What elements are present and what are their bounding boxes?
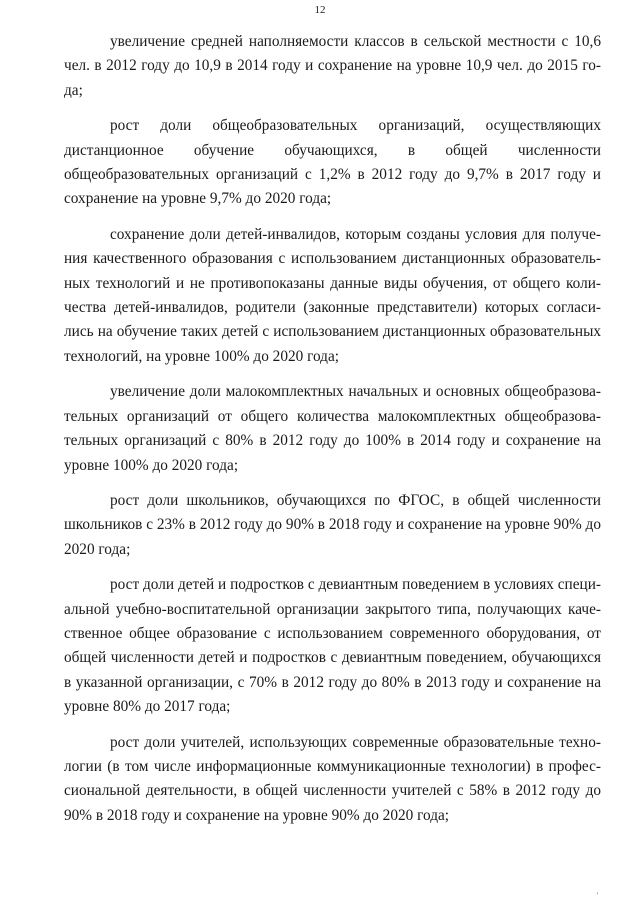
paragraph-class-occupancy: увеличение средней наполняемости классов в сельской местности с 10,6 чел. в 2012 году до 10,9 в 2014 году и сохранение на уровне 10,9 чел. до 2015 года;	[64, 33, 601, 99]
document-body	[64, 30, 601, 828]
paragraph-distance-learning-organizations: рост доли общеобразовательных организаций, осуществляющих дистанционное обучение обучающихся, в общей численности общеобразовательных организаций с 1,2% в 2012 году до 9,7% в 2017 году и сохранение на уровне 9,7% до 2020 года;	[64, 117, 601, 208]
scan-artifact-mark: '	[596, 891, 598, 900]
paragraph-disabled-children: сохранение доли детей-инвалидов, которым созданы условия для получения качественного образования с использованием дистанционных образовательных технологий и не противопоказаны данные виды обучения, от общего количества детей-инвалидов, родители (законные представители) которых согласились на обучение таких детей с использованием дистанционных образовательных технологий, на уровне 100% до 2020 года;	[64, 225, 601, 365]
paragraph-deviant-behavior: рост доли детей и подростков с девиантным поведением в условиях специальной учебно-воспитательной организации закрытого типа, получающих качественное общее образование с использованием современного оборудования, от общей численности детей и подростков с девиантным поведением, обучающихся в указанной организации, с 70% в 2012 году до 80% в 2013 году и сохранение на уровне 80% до 2017 года;	[64, 576, 601, 716]
paragraph-small-schools: увеличение доли малокомплектных начальных и основных общеобразовательных организаций от общего количества малокомплектных общеобразовательных организаций с 80% в 2012 году до 100% в 2014 году и сохранение на уровне 100% до 2020 года;	[64, 383, 601, 474]
page-number: 12	[314, 4, 326, 16]
paragraph-fgos-students: рост доли школьников, обучающихся по ФГОС, в общей численности школьников с 23% в 2012 году до 90% в 2018 году и сохранение на уровне 90% до 2020 года;	[64, 491, 601, 558]
paragraph-teachers-technologies: рост доли учителей, использующих современные образовательные технологии (в том числе информационные коммуникационные технологии) в профессиональной деятельности, в общей численности учителей с 58% в 2012 году до 90% в 2018 году и сохранение на уровне 90% до 2020 года;	[64, 733, 601, 824]
